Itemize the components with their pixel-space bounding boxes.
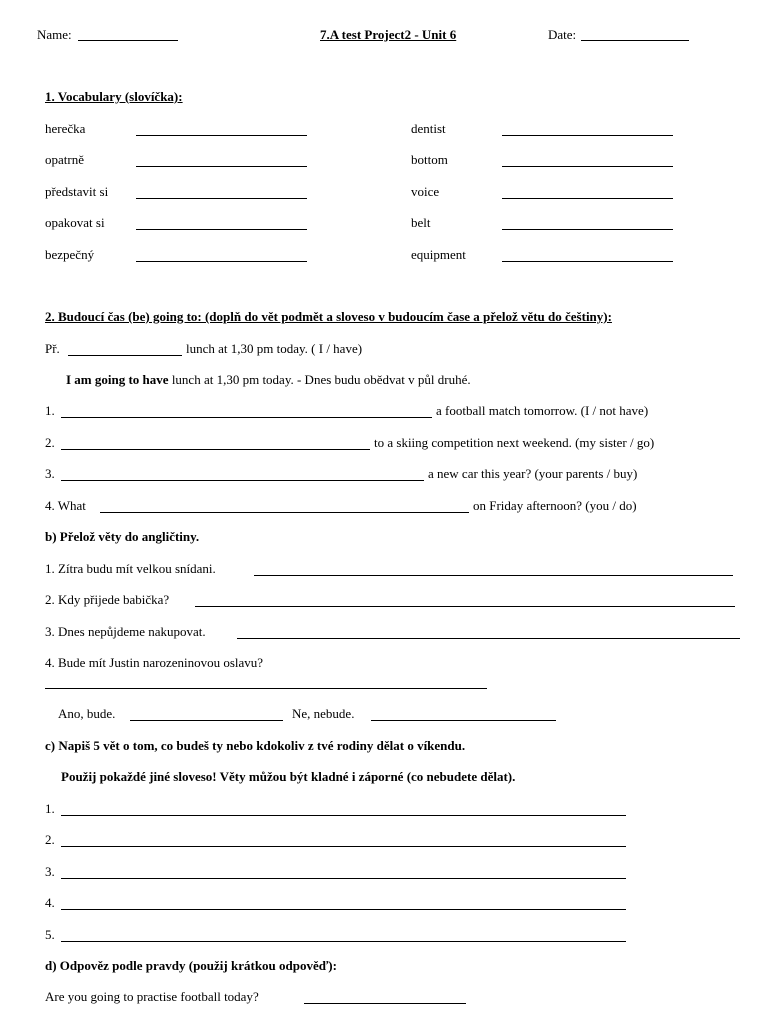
vocab-word-4: opakovat si <box>45 215 105 230</box>
translate-blank-3[interactable] <box>237 638 740 639</box>
vocab-word-10: equipment <box>411 247 466 262</box>
translate-item-1: 1. Zítra budu mít velkou snídani. <box>45 561 216 576</box>
going-to-num-4: 4. What <box>45 498 86 513</box>
answer-blank[interactable] <box>304 1003 466 1004</box>
going-to-heading: 2. Budoucí čas (be) going to: (doplň do vět podmět a sloveso v budoucím čase a přelož větu do češtiny): <box>45 309 612 324</box>
example-blank[interactable] <box>68 355 182 356</box>
vocab-blank-10[interactable] <box>502 261 673 262</box>
going-to-blank-4[interactable] <box>100 512 469 513</box>
answer-question: Are you going to practise football today? <box>45 989 259 1004</box>
example-answer-verb: I am going to have <box>66 372 169 387</box>
vocab-word-8: voice <box>411 184 440 199</box>
translate-item-4: 4. Bude mít Justin narozeninovou oslavu? <box>45 655 264 670</box>
weekend-heading: c) Napiš 5 vět o tom, co budeš ty nebo kdokoliv z tvé rodiny dělat o víkendu. <box>45 738 466 753</box>
example-prefix: Př. <box>45 341 60 356</box>
weekend-blank-2[interactable] <box>61 846 626 847</box>
vocab-blank-5[interactable] <box>136 261 307 262</box>
going-to-rest-4: on Friday afternoon? (you / do) <box>473 498 637 513</box>
name-field[interactable] <box>78 40 178 41</box>
vocab-word-6: dentist <box>411 121 446 136</box>
going-to-blank-1[interactable] <box>61 417 432 418</box>
example-rest: lunch at 1,30 pm today. ( I / have) <box>186 341 363 356</box>
no-blank[interactable] <box>371 720 556 721</box>
translate-heading: b) Přelož věty do angličtiny. <box>45 529 200 544</box>
weekend-num-1: 1. <box>45 801 55 816</box>
vocab-blank-7[interactable] <box>502 166 673 167</box>
weekend-blank-1[interactable] <box>61 815 626 816</box>
weekend-instruction: Použij pokaždé jiné sloveso! Věty můžou být kladné i záporné (co nebudete dělat). <box>61 769 516 784</box>
vocab-blank-1[interactable] <box>136 135 307 136</box>
example-answer <box>66 372 471 388</box>
yes-blank[interactable] <box>130 720 283 721</box>
translate-item-3: 3. Dnes nepůjdeme nakupovat. <box>45 624 206 639</box>
vocab-word-2: opatrně <box>45 152 84 167</box>
going-to-num-1: 1. <box>45 403 55 418</box>
yes-label: Ano, bude. <box>58 706 116 721</box>
name-label: Name: <box>37 27 72 42</box>
no-label: Ne, nebude. <box>292 706 355 721</box>
vocab-blank-4[interactable] <box>136 229 307 230</box>
translate-blank-1[interactable] <box>254 575 733 576</box>
vocab-word-5: bezpečný <box>45 247 95 262</box>
vocab-heading: 1. Vocabulary (slovíčka): <box>45 89 183 104</box>
weekend-num-5: 5. <box>45 927 55 942</box>
vocab-blank-9[interactable] <box>502 229 673 230</box>
translate-item-2: 2. Kdy přijede babička? <box>45 592 170 607</box>
weekend-num-4: 4. <box>45 895 55 910</box>
going-to-rest-3: a new car this year? (your parents / buy) <box>428 466 638 481</box>
vocab-word-9: belt <box>411 215 431 230</box>
going-to-blank-3[interactable] <box>61 480 424 481</box>
weekend-blank-3[interactable] <box>61 878 626 879</box>
going-to-num-2: 2. <box>45 435 55 450</box>
vocab-blank-2[interactable] <box>136 166 307 167</box>
vocab-blank-8[interactable] <box>502 198 673 199</box>
weekend-num-3: 3. <box>45 864 55 879</box>
example-answer-text: lunch at 1,30 pm today. - Dnes budu obědvat v půl druhé. <box>171 372 471 387</box>
going-to-blank-2[interactable] <box>61 449 370 450</box>
vocab-blank-3[interactable] <box>136 198 307 199</box>
weekend-num-2: 2. <box>45 832 55 847</box>
vocab-word-3: představit si <box>45 184 109 199</box>
translate-blank-4[interactable] <box>45 688 487 689</box>
answer-heading: d) Odpověz podle pravdy (použij krátkou odpověď): <box>45 958 337 973</box>
date-label: Date: <box>548 27 577 42</box>
vocab-blank-6[interactable] <box>502 135 673 136</box>
weekend-blank-4[interactable] <box>61 909 626 910</box>
vocab-word-1: herečka <box>45 121 86 136</box>
date-field[interactable] <box>581 40 689 41</box>
weekend-blank-5[interactable] <box>61 941 626 942</box>
going-to-num-3: 3. <box>45 466 55 481</box>
page-title: 7.A test Project2 - Unit 6 <box>320 27 457 42</box>
going-to-rest-1: a football match tomorrow. (I / not have) <box>436 403 649 418</box>
vocab-word-7: bottom <box>411 152 448 167</box>
going-to-rest-2: to a skiing competition next weekend. (my sister / go) <box>374 435 655 450</box>
translate-blank-2[interactable] <box>195 606 735 607</box>
